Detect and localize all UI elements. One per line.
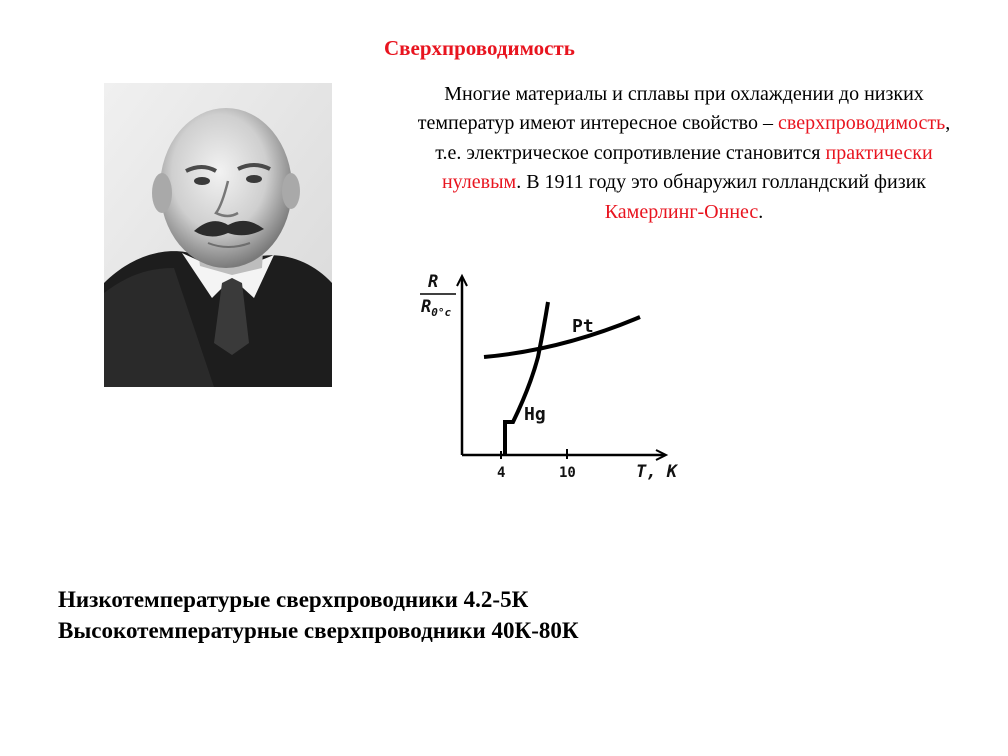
footer-line-high-temp: Высокотемпературные сверхпроводники 40К-80К	[58, 618, 579, 643]
tick-label-4: 4	[497, 465, 506, 481]
curve-label-hg: Hg	[524, 404, 546, 425]
term-practically-zero: практически нулевым	[441, 141, 933, 194]
footer-notes	[58, 584, 858, 646]
slide-title: Сверхпроводимость	[384, 36, 575, 60]
pt-curve	[484, 317, 640, 357]
description-text: , т.е. электрическое сопротивление становится	[435, 112, 951, 164]
resistance-graph	[412, 262, 682, 492]
description-text: . В 1911 году это обнаружил голландский физик	[516, 171, 927, 194]
portrait-photo-icon	[104, 83, 332, 387]
curve-label-pt: Pt	[572, 316, 594, 337]
hg-curve	[505, 302, 548, 455]
y-label-r0: $R_{0^\circ c}$	[421, 297, 452, 319]
tick-label-10: 10	[559, 465, 576, 481]
portrait-photo	[104, 83, 332, 387]
description-paragraph	[410, 80, 958, 227]
footer-line-low-temp: Низкотемпературые сверхпроводники 4.2-5К	[58, 587, 529, 612]
y-label-r: R	[428, 272, 439, 292]
term-kamerlingh-onnes: Камерлинг-Оннес	[604, 200, 759, 223]
x-axis-label: T, K	[636, 462, 677, 482]
term-superconductivity: сверхпроводимость	[777, 112, 946, 135]
description-text: .	[758, 200, 764, 223]
description-text: Многие материалы и сплавы при охлаждении до низких температур имеют интересное свойство –	[417, 83, 924, 135]
